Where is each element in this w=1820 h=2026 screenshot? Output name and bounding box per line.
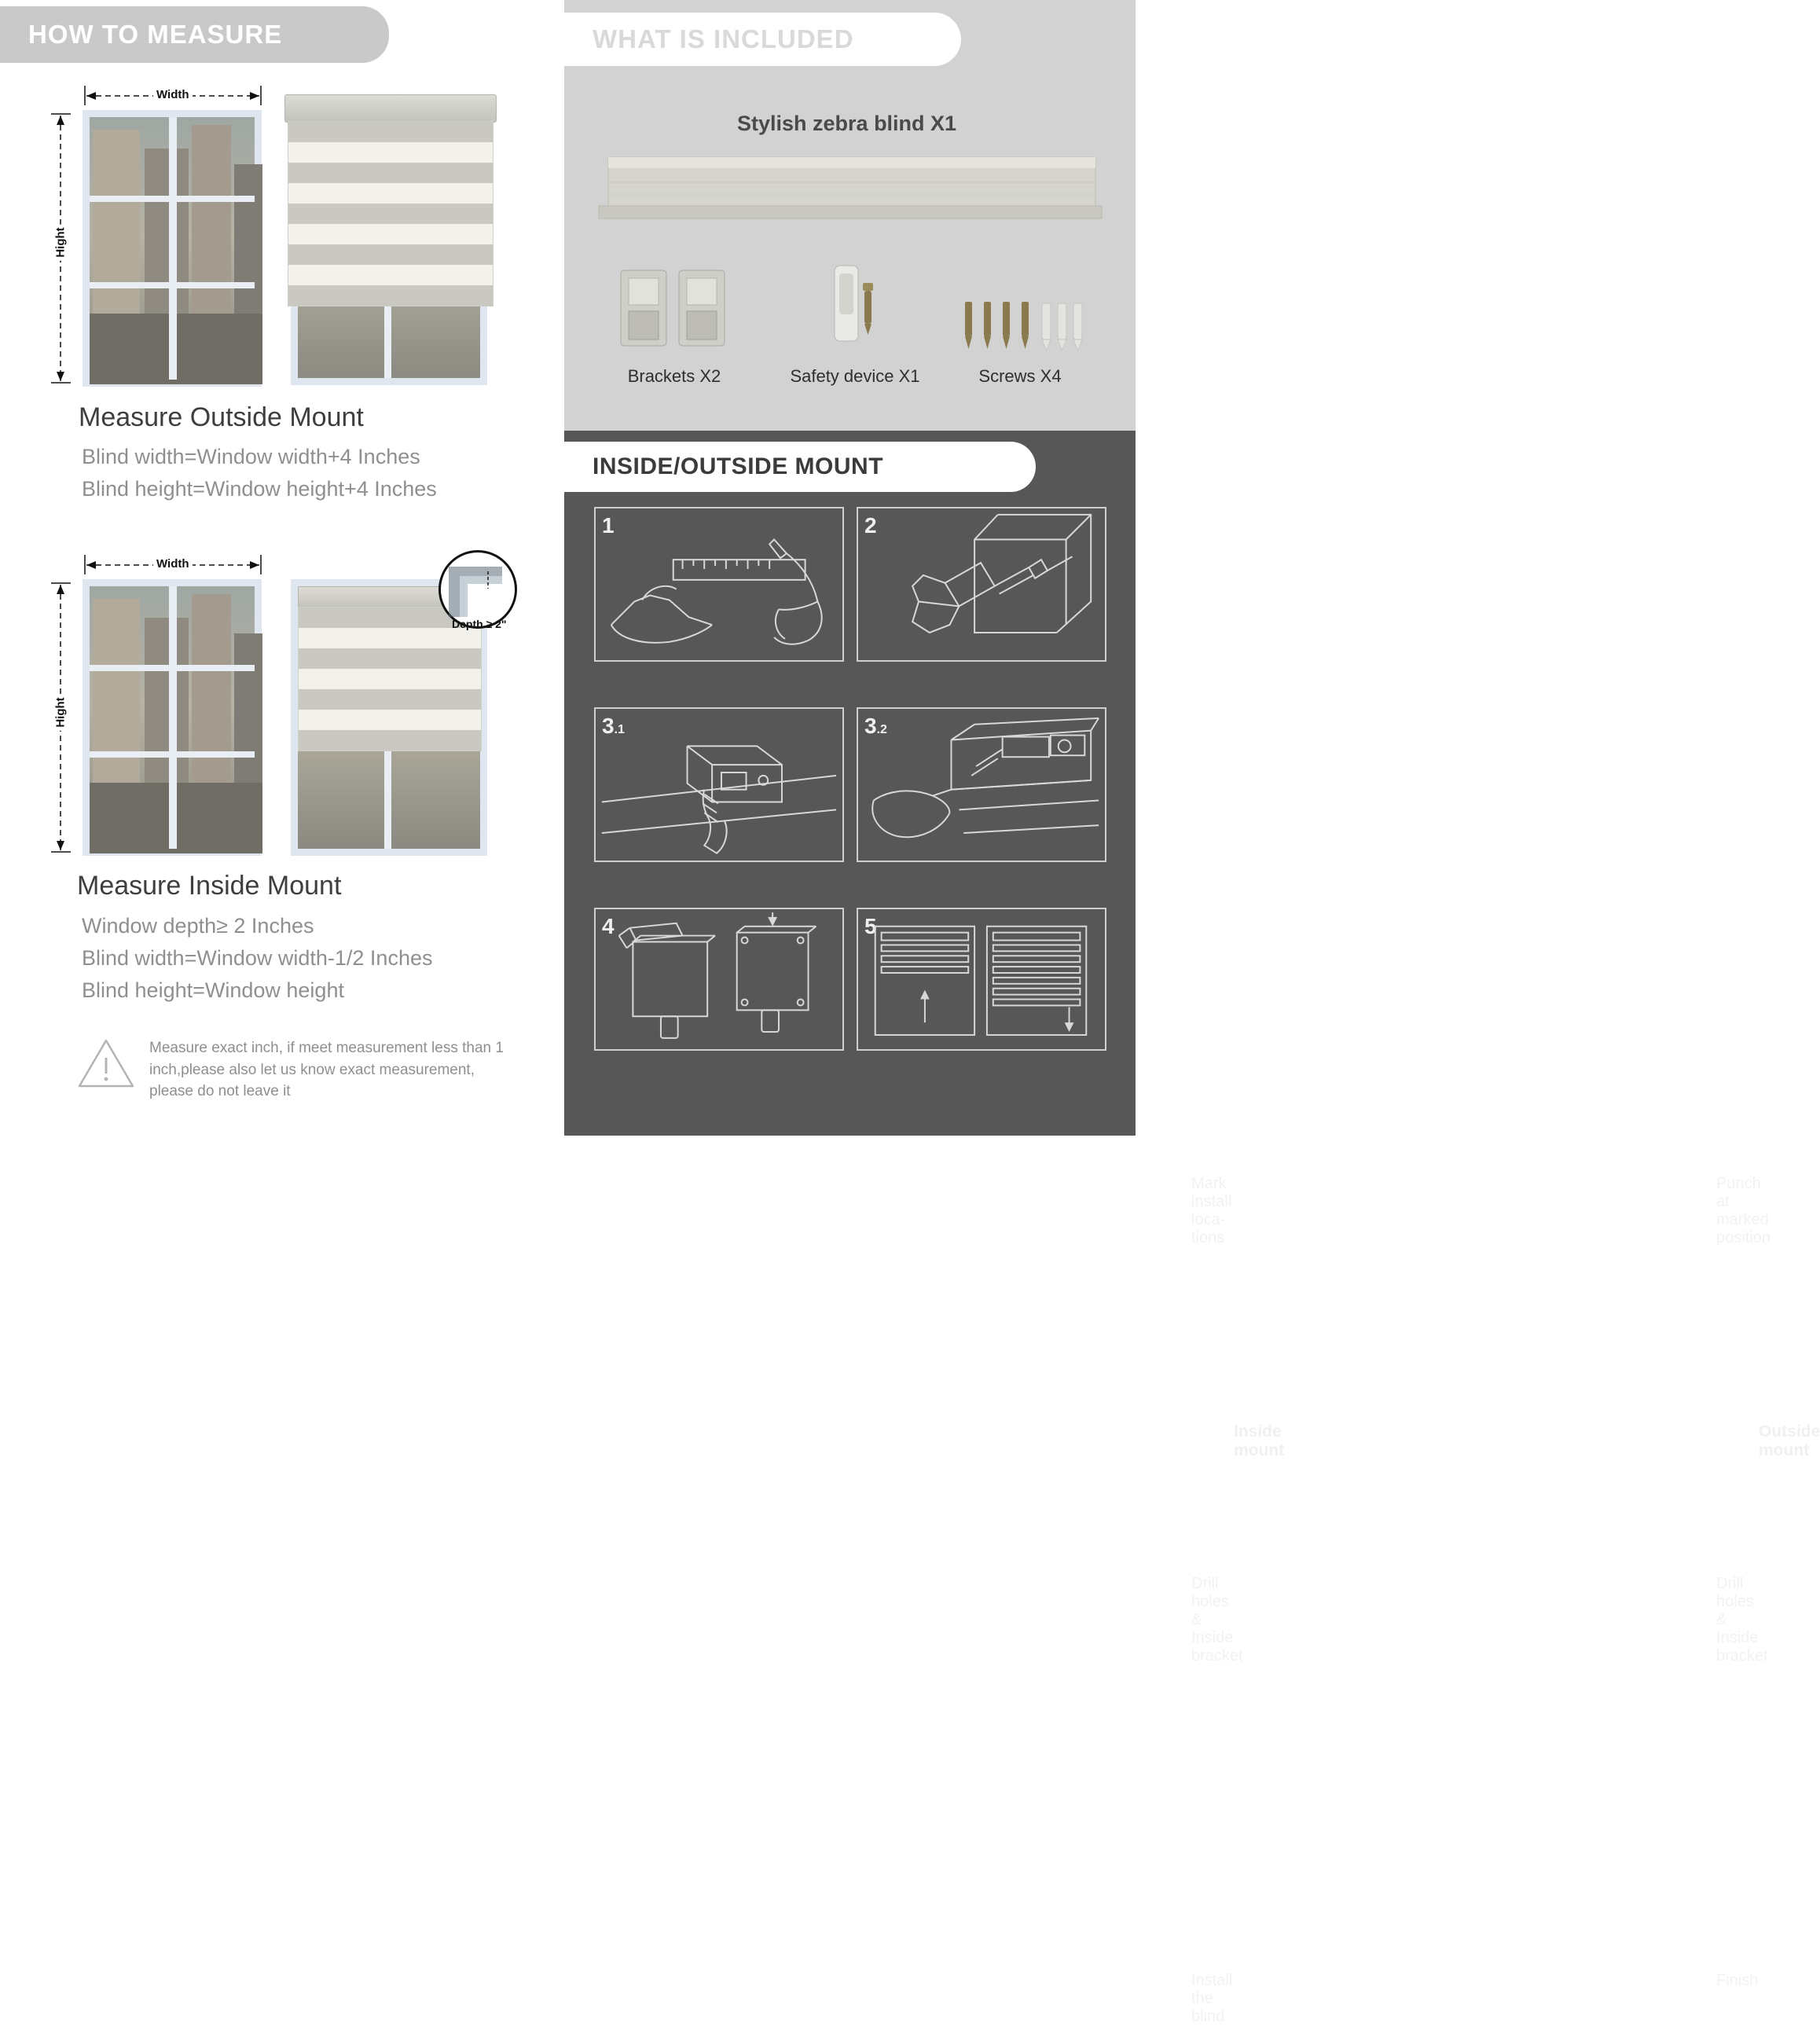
included-main-item-label: Stylish zebra blind X1	[737, 112, 957, 135]
how-to-measure-header	[0, 6, 389, 63]
inside-height-label: Hight	[54, 694, 68, 730]
step-4-number: 4	[602, 914, 615, 938]
outside-mount-line-2: Blind height=Window height+4 Inches	[82, 477, 437, 501]
blind-headrail-outside	[284, 94, 497, 123]
bracket-screwdriver-icon	[596, 709, 842, 862]
depth-detail-circle	[438, 550, 517, 629]
bracket-icon	[618, 266, 729, 352]
outside-height-label: Hight	[54, 224, 68, 260]
step-3-2-number: 3.2	[864, 714, 887, 738]
how-to-measure-title: HOW TO MEASURE	[28, 20, 283, 49]
what-is-included-title: WHAT IS INCLUDED	[593, 24, 854, 53]
what-is-included-header	[564, 13, 961, 66]
outside-width-label: Width	[153, 88, 193, 101]
screw-label: Screws X4	[978, 366, 1062, 386]
step-2-number: 2	[864, 513, 877, 538]
inside-mount-line-1: Window depth≥ 2 Inches	[82, 914, 314, 938]
step-5-caption: Finish	[1716, 1972, 1759, 1989]
outside-mount-title: Measure Outside Mount	[79, 402, 364, 432]
hand-ruler-pencil-icon	[596, 508, 842, 662]
inside-width-label: Width	[153, 557, 193, 571]
zebra-fabric-outside	[288, 121, 494, 306]
screw-icon	[960, 299, 1086, 354]
step-5-number: 5	[864, 914, 877, 938]
step-1-number: 1	[602, 513, 615, 538]
outside-mount-line-1: Blind width=Window width+4 Inches	[82, 445, 420, 468]
step-3-1-number: 3.1	[602, 714, 625, 738]
warning-triangle-icon	[77, 1037, 135, 1089]
step-1-caption: Mark install loca- tions	[1191, 1175, 1232, 1246]
safety-device-label: Safety device X1	[790, 366, 920, 386]
depth-label: Depth ≥ 2"	[452, 618, 507, 630]
bracket-label: Brackets X2	[627, 366, 721, 386]
measure-note-text: Measure exact inch, if meet measurement less than 1 inch,please also let us know exact measurement, please do not leave it	[149, 1040, 504, 1100]
inside-mount-title: Measure Inside Mount	[77, 871, 342, 901]
step-3-2-subtitle: Outside mount	[1759, 1422, 1820, 1459]
outside-bracket-icon	[858, 709, 1105, 862]
zebra-blind-headrail-image	[599, 154, 1102, 231]
window-inside-mount	[83, 579, 262, 856]
inside-outside-mount-header	[564, 442, 1036, 492]
install-blind-icon	[596, 909, 842, 1051]
safety-device-icon	[830, 262, 882, 351]
step-3-2-caption: Drill holes & Inside bracket	[1716, 1575, 1768, 1664]
inside-mount-line-3: Blind height=Window height	[82, 978, 344, 1002]
finished-blind-icon	[858, 909, 1105, 1051]
step-4-caption: Install the blind	[1191, 1972, 1233, 2025]
window-outside-mount	[83, 110, 262, 387]
how-to-measure-section	[0, 0, 560, 1136]
step-3-1-caption: Drill holes & Inside bracket	[1191, 1575, 1243, 1664]
step-2-caption: Punch at marked position	[1716, 1175, 1770, 1246]
inside-mount-line-2: Blind width=Window width-1/2 Inches	[82, 946, 433, 970]
measure-note	[77, 1037, 517, 1103]
inside-outside-mount-title: INSIDE/OUTSIDE MOUNT	[593, 453, 884, 479]
drill-icon	[858, 508, 1105, 662]
step-3-1-subtitle: Inside mount	[1234, 1422, 1285, 1459]
